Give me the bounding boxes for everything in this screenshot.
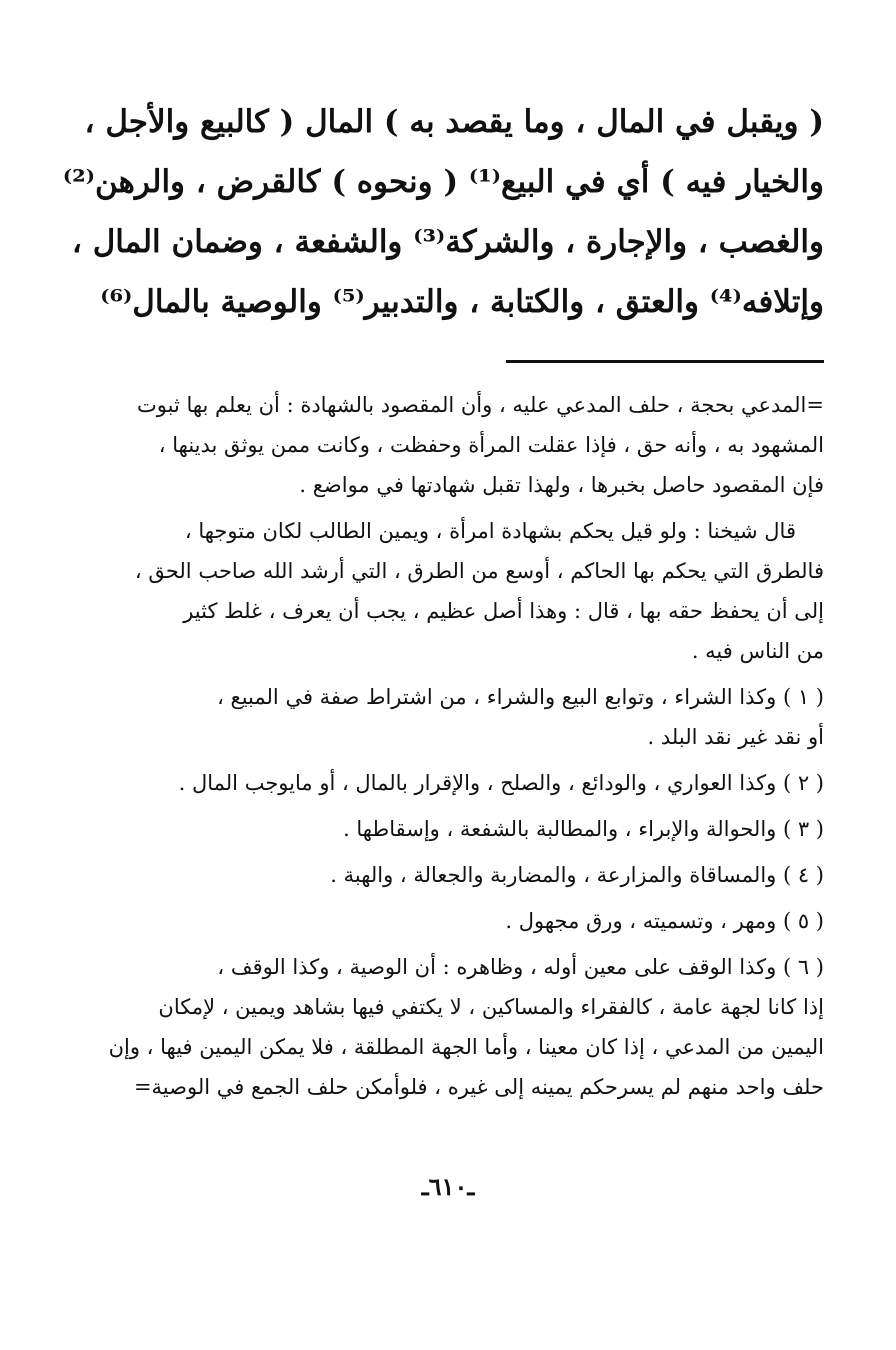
main-text-line: والخيار فيه ) أي في البيع⁽¹⁾ ( ونحوه ) كالقرض ، والرهن⁽²⁾ [62,164,824,200]
footnote-line: =المدعي بحجة ، حلف المدعي عليه ، وأن المقصود بالشهادة : أن يعلم بها ثبوت [136,393,824,417]
footnote-line: ( ٥ ) ومهر ، وتسميته ، ورق مجهول . [505,909,824,933]
footnote-4 [70,855,824,895]
footnote-line: ( ١ ) وكذا الشراء ، وتوابع البيع والشراء ، من اشتراط صفة في المبيع ، [217,685,824,709]
footnote-5 [70,901,824,941]
footnote-line: المشهود به ، وأنه حق ، فإذا عقلت المرأة وحفظت ، وكانت ممن يوثق بدينها ، [158,433,824,457]
footnote-3 [70,809,824,849]
footnote-line: حلف واحد منهم لم يسرحكم يمينه إلى غيره ، فلوأمكن حلف الجمع في الوصية= [133,1075,824,1099]
footnotes [70,385,824,1107]
footnote-line: قال شيخنا : ولو قيل يحكم بشهادة امرأة ، ويمين الطالب لكان متوجها ، [184,519,796,543]
footnote-divider [506,360,824,363]
footnote-line: ( ٣ ) والحوالة والإبراء ، والمطالبة بالشفعة ، وإسقاطها . [343,817,824,841]
footnote-line: إذا كانا لجهة عامة ، كالفقراء والمساكين ، لا يكتفي فيها بشاهد ويمين ، لإمكان [158,995,824,1019]
footnote-line: أو نقد غير نقد البلد . [647,725,824,749]
page-number: ـ٦١٠ـ [421,1172,475,1201]
footnote-line: ( ٢ ) وكذا العواري ، والودائع ، والصلح ، والإقرار بالمال ، أو مايوجب المال . [178,771,824,795]
footnote-2 [70,763,824,803]
footnote-line: فإن المقصود حاصل بخبرها ، ولهذا تقبل شهادتها في مواضع . [299,473,824,497]
footnote-6 [70,947,824,1107]
footnote-line: ( ٦ ) وكذا الوقف على معين أوله ، وظاهره : أن الوصية ، وكذا الوقف ، [217,955,824,979]
main-text [62,92,824,332]
main-text-line: ( ويقبل في المال ، وما يقصد به ) المال ( كالبيع والأجل ، [84,104,824,140]
footnote-continuation [70,385,824,505]
footnote-line: ( ٤ ) والمساقاة والمزارعة ، والمضاربة والجعالة ، والهبة . [330,863,824,887]
footnote-1 [70,677,824,757]
main-text-line: والغصب ، والإجارة ، والشركة⁽³⁾ والشفعة ، وضمان المال ، [71,224,824,260]
footnote-quote [70,511,824,671]
footnote-line: من الناس فيه . [691,639,824,663]
book-page [62,92,824,1350]
footnote-line: إلى أن يحفظ حقه بها ، قال : وهذا أصل عظيم ، يجب أن يعرف ، غلط كثير [183,599,824,623]
footnote-line: اليمين من المدعي ، إذا كان معينا ، وأما الجهة المطلقة ، فلا يمكن اليمين فيها ، وإن [108,1035,824,1059]
footnote-line: فالطرق التي يحكم بها الحاكم ، أوسع من الطرق ، التي أرشد الله صاحب الحق ، [134,559,824,583]
main-text-line: وإتلافه⁽⁴⁾ والعتق ، والكتابة ، والتدبير⁽⁵⁾ والوصية بالمال⁽⁶⁾ [100,284,824,320]
